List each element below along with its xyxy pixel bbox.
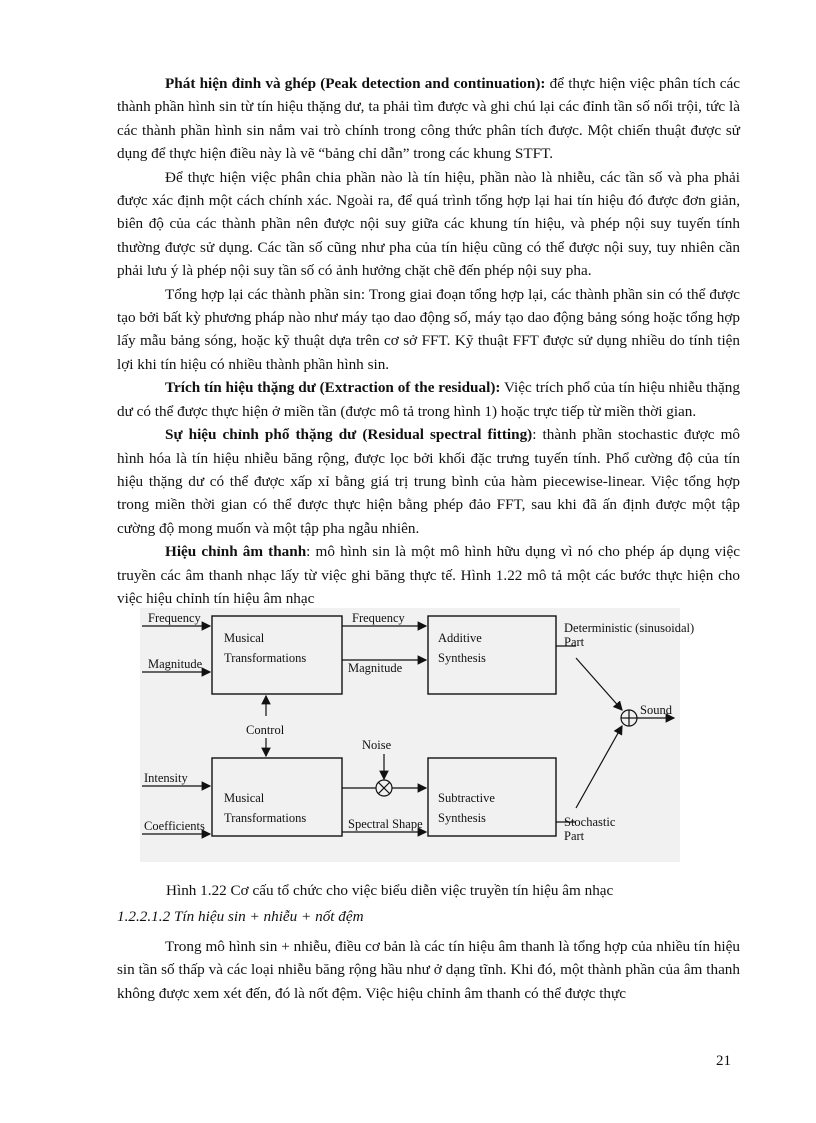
mid-frequency-label: Frequency: [352, 611, 405, 625]
paragraph-residual-fitting: Sự hiệu chỉnh phổ thặng dư (Residual spectral fitting): thành phần stochastic được mô hình hóa là tín hiệu nhiễu băng rộng, được lọc bởi khối đặc trưng tuyến tính. Phổ cường độ của tín hiệu thặng dư có thể được xấp xỉ bằng giá trị trung bình của hàm piecewise-linear. Việc tổng hợp trong miền thời gian có thể được thực hiện bằng phép đảo FFT, sau khi đã ấn định được một tập cường độ mong muốn và một tập pha ngẫu nhiên.: [117, 426, 740, 537]
deterministic-label-1: Deterministic (sinusoidal): [564, 621, 695, 635]
input-intensity-label: Intensity: [144, 771, 188, 785]
box-bottom-label-2: Transformations: [224, 811, 307, 825]
paragraph-sound-correction: Hiệu chỉnh âm thanh: mô hình sin là một mô hình hữu dụng vì nó cho phép áp dụng việc truyền các âm thanh nhạc lấy từ việc ghi băng thực tế. Hình 1.22 mô tả một các bước thực hiện cho việc hiệu chỉnh tín hiệu âm nhạc: [117, 543, 740, 607]
figure-1-22-diagram: [140, 608, 695, 862]
figure-caption: Hình 1.22 Cơ cấu tổ chức cho việc biểu diễn việc truyền tín hiệu âm nhạc: [166, 882, 614, 899]
box-top-label-1: Musical: [224, 631, 265, 645]
box-bottom-label-1: Musical: [224, 791, 265, 805]
control-label: Control: [246, 723, 285, 737]
input-magnitude-label: Magnitude: [148, 657, 203, 671]
box-additive-label-1: Additive: [438, 631, 482, 645]
paragraph-synthesis: Tổng hợp lại các thành phần sin: Trong giai đoạn tổng hợp lại, các thành phần sin có thể được tạo bởi bất kỳ phương pháp nào như máy tạo dao động số, máy tạo dao động bảng sóng hoặc tổng hợp lấy mẫu bảng sóng, hoặc kỹ thuật dựa trên cơ sở FFT. Kỹ thuật FFT được sử dụng nhiều do tính tiện lợi khi tín hiệu có nhiều thành phần hình sin.: [117, 285, 740, 373]
section-heading: 1.2.2.1.2 Tín hiệu sin + nhiễu + nốt đệm: [117, 908, 364, 925]
paragraph-extraction: Trích tín hiệu thặng dư (Extraction of the residual): Việc trích phổ của tín hiệu nhiễu thặng dư có thể được thực hiện ở miền tần (được mô tả trong hình 1) hoặc trực tiếp từ miền thời gian.: [117, 379, 740, 420]
deterministic-label-2: Part: [564, 635, 585, 649]
input-frequency-label: Frequency: [148, 611, 201, 625]
box-top-label-2: Transformations: [224, 651, 307, 665]
paragraph-sin-noise: Trong mô hình sin + nhiễu, điều cơ bản là các tín hiệu âm thanh là tổng hợp của nhiều tín hiệu sin tần số thấp và các loại nhiễu băng rộng hầu như ở dạng tĩnh. Khi đó, một thành phần của âm thanh không được xem xét đến, đó là nốt đệm. Việc hiệu chỉnh âm thanh có thể được thực: [117, 938, 740, 1002]
mid-magnitude-label: Magnitude: [348, 661, 403, 675]
box-additive-label-2: Synthesis: [438, 651, 486, 665]
block-diagram: [140, 608, 695, 862]
stochastic-arrow: [576, 726, 622, 808]
box-subtractive-label-2: Synthesis: [438, 811, 486, 825]
body-text-continued: [117, 935, 740, 1005]
deterministic-arrow: [576, 658, 622, 710]
paragraph-signal-noise: Để thực hiện việc phân chia phần nào là tín hiệu, phần nào là nhiễu, các tần số và pha phải được xác định một cách chính xác. Ngoài ra, để quá trình tổng hợp lại hai tín hiệu đó được đơn giản, biên độ của các thành phần nên được nội suy giữa các khung tín hiệu, và phép nội suy tuyến tính thường được sử dụng. Các tần số cũng như pha của tín hiệu cũng có thể được nội suy, tuy nhiên cần phải lưu ý là phép nội suy tần số có ảnh hưởng chặt chẽ đến phép nội suy pha.: [117, 168, 740, 280]
body-text: [117, 72, 740, 610]
sound-label: Sound: [640, 703, 672, 717]
stochastic-label-2: Part: [564, 829, 585, 843]
page-number: 21: [716, 1053, 731, 1069]
stochastic-label-1: Stochastic: [564, 815, 616, 829]
noise-label: Noise: [362, 738, 392, 752]
box-subtractive-label-1: Subtractive: [438, 791, 495, 805]
input-coefficients-label: Coefficients: [144, 819, 205, 833]
paragraph-peak-detection: Phát hiện đỉnh và ghép (Peak detection and continuation): để thực hiện việc phân tích các thành phần hình sin từ tín hiệu thặng dư, ta phải tìm được và ghi chú lại các đỉnh tần số nổi trội, tức là các thành phần hình sin nắm vai trò chính trong công thức phân tích được. Một chiến thuật được sử dụng để thực hiện điều này là vẽ “bảng chỉ dẫn” trong các khung STFT.: [117, 75, 740, 163]
spectral-shape-label: Spectral Shape: [348, 817, 423, 831]
